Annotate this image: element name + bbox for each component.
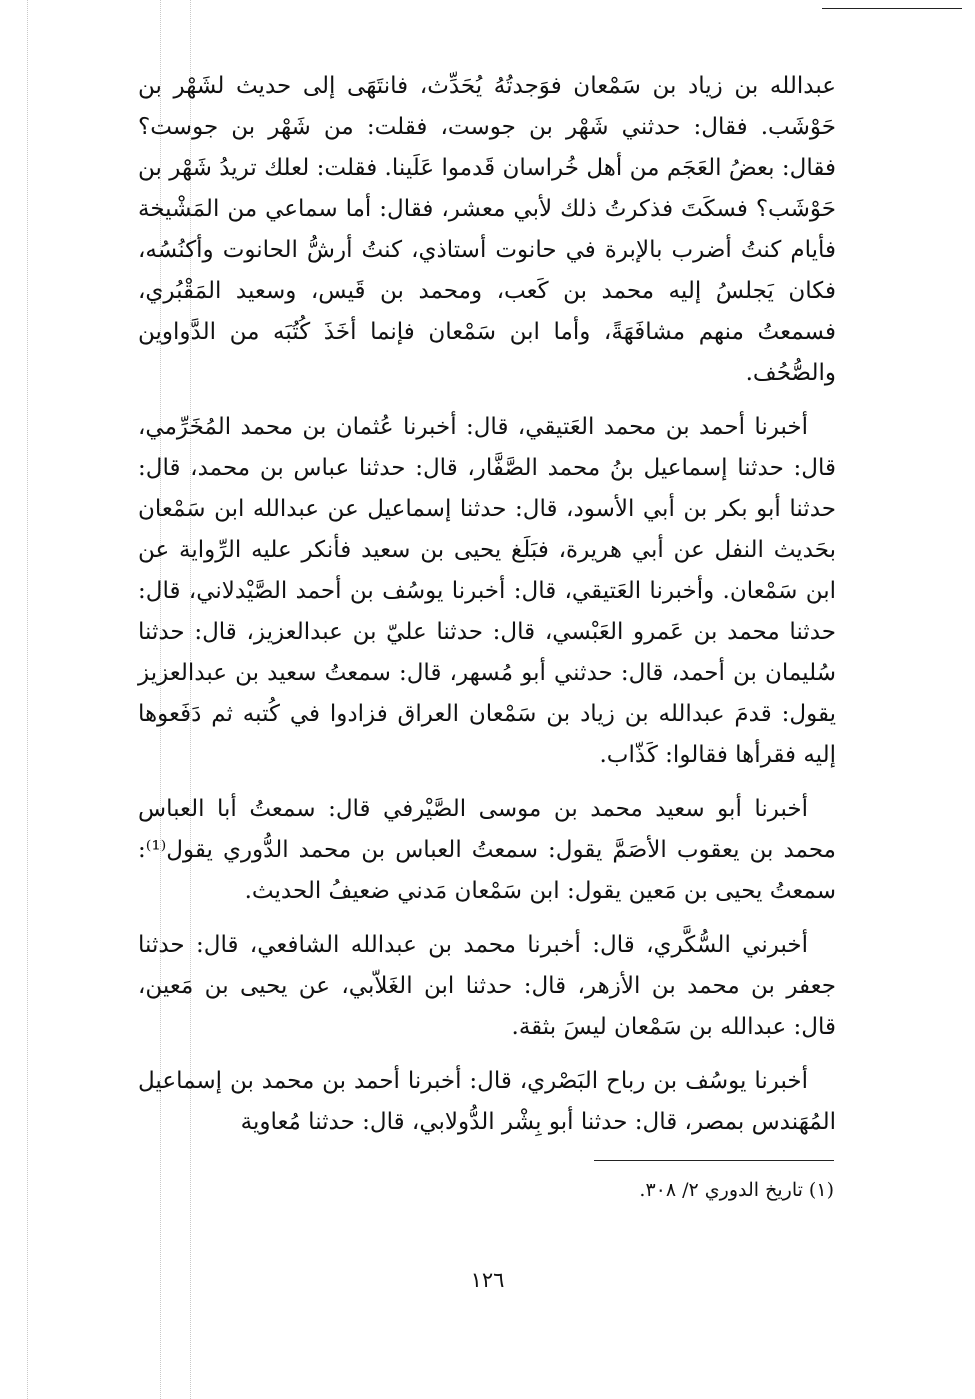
paragraph-2: أخبرنا أحمد بن محمد العَتيقي، قال: أخبرنا عُثمان بن محمد المُخَرِّمي، قال: حدثنا إسماعيل بنُ محمد الصَّفَّار، قال: حدثنا عباس بن محمد، قال: حدثنا أبو بكر بن أبي الأسود، قال: حدثنا إسماعيل عن عبدالله ابن سَمْعان بحَديث النفل عن أبي هريرة، فبَلَغ يحيى بن سعيد فأنكر عليه الرِّواية عن ابن سَمْعان. وأخبرنا العَتيقي، قال: أخبرنا يوسُف بن أحمد الصَّيْدلاني، قال: حدثنا محمد بن عَمرو العَبْسي، قال: حدثنا عليّ بن عبدالعزيز، قال: حدثنا سُليمان بن أحمد، قال: حدثني أبو مُسهر، قال: سمعتُ سعيد بن عبدالعزيز يقول: قدمَ عبدالله بن زياد بن سَمْعان العراق فزادوا في كُتبه ثم دَفَعوها إليه فقرأها فقالوا: كَذّاب. <box>138 414 836 768</box>
page-number: ١٢٦ <box>470 1268 505 1292</box>
paragraph-1: عبدالله بن زياد بن سَمْعان فوَجدتُهُ يُحَدِّث، فانتَهَى إلى حديث لشَهْر بن حَوْشَب. فقال: حدثني شَهْر بن جوست، فقلت: من شَهْر بن جوست؟ فقال: بعضُ العَجَم من أهل خُراسان قَدموا عَلَينا. فقلت: لعلك تريدُ شَهْر بن حَوْشَب؟ فسكَتَ فذكرتُ ذلك لأبي معشر، فقال: أما سماعي من المَشْيخة فأيام كنتُ أضرب بالإبرة في حانوت أستاذي، كنتُ أرشُّ الحانوت وأكنُسُه، فكان يَجلسُ إليه محمد بن كَعب، ومحمد بن قَيس، وسعيد المَقْبُري، فسمعتُ منهم مشافَهَةً، وأما ابن سَمْعان فإنما أخَذَ كُتُبَه من الدَّواوين والصُّحُف. <box>138 73 836 386</box>
footnote-divider <box>594 1160 834 1161</box>
scan-guide-line <box>27 0 28 1399</box>
paragraph-5: أخبرنا يوسُف بن رباح البَصْري، قال: أخبرنا أحمد بن محمد بن إسماعيل المُهَندس بمصر، قال: حدثنا أبو بِشْر الدُّولابي، قال: حدثنا مُعاوية <box>138 1068 836 1135</box>
paragraph-4: أخبرني السُّكَّري، قال: أخبرنا محمد بن عبدالله الشافعي، قال: حدثنا جعفر بن محمد بن الأزهر، قال: حدثنا ابن الغَلاّبي، عن يحيى بن مَعين، قال: عبدالله بن سَمْعان ليسَ بثقة. <box>138 932 836 1040</box>
footnote: (١) تاريخ الدوري ٢/ ٣٠٨. <box>639 1179 834 1201</box>
top-rule <box>822 8 962 9</box>
page-body <box>138 66 836 1156</box>
paragraph-3: أخبرنا أبو سعيد محمد بن موسى الصَّيْرفي قال: سمعتُ أبا العباس محمد بن يعقوب الأصَمَّ يقول: سمعتُ العباس بن محمد الدُّوري يقول⁽¹⁾: سمعتُ يحيى بن مَعين يقول: ابن سَمْعان مَدني ضعيفُ الحديث. <box>138 796 836 904</box>
